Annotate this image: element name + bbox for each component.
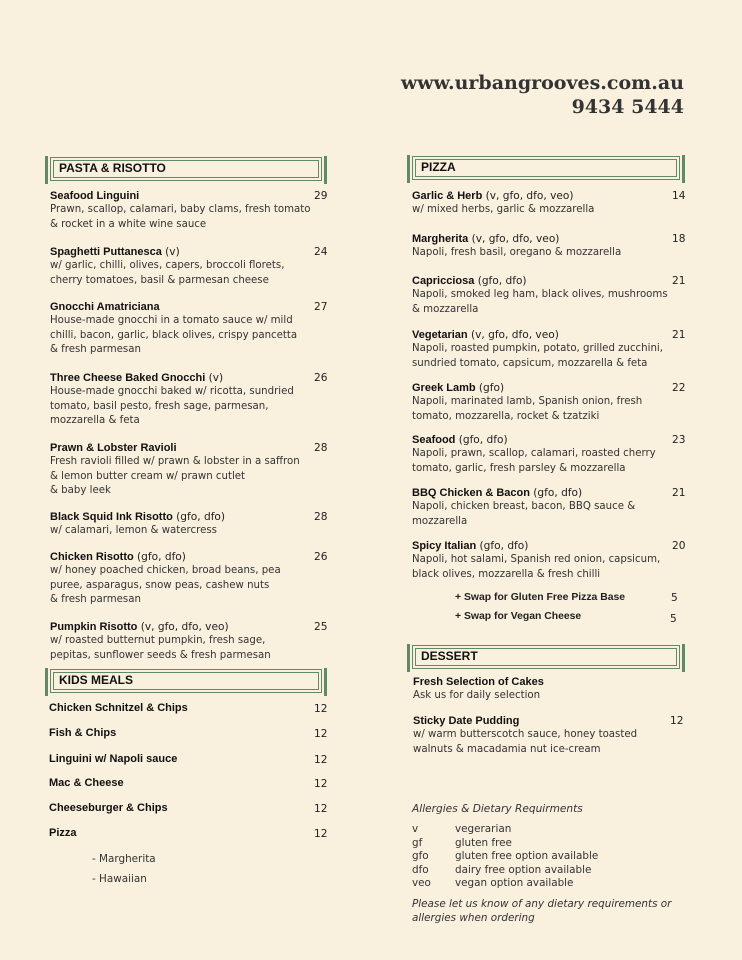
legend-value: vegan option available [455, 877, 574, 890]
item-dietary-tags: (v, gfo, dfo, veo) [485, 190, 574, 202]
swap-option: + Swap for Vegan Cheese [455, 611, 582, 622]
item-price: 26 [314, 551, 328, 563]
item-heading [412, 328, 674, 342]
item-description: Ask us for daily selection [413, 690, 541, 702]
item-description: chilli, bacon, garlic, black olives, crispy pancetta [50, 329, 298, 341]
item-description: & fresh parmesan [50, 344, 141, 356]
item-heading [50, 245, 312, 259]
item-heading [50, 510, 312, 524]
item-description: & rocket in a white wine sauce [50, 218, 207, 230]
item-price: 25 [314, 621, 328, 633]
kids-item-name: Linguini w/ Napoli sauce [49, 753, 178, 765]
kids-item-price: 12 [314, 703, 328, 715]
kids-item-price: 12 [314, 803, 328, 815]
item-description: & lemon butter cream w/ prawn cutlet [50, 470, 246, 482]
kids-item-price: 12 [314, 828, 328, 840]
item-description: & fresh parmesan [50, 594, 141, 606]
item-dietary-tags: (v, gfo, dfo, veo) [470, 329, 559, 341]
item-dietary-tags: (gfo, dfo) [479, 540, 529, 552]
item-heading [413, 675, 668, 689]
website: www.urbangrooves.com.au [400, 72, 684, 94]
item-name: Margherita [412, 233, 469, 245]
kids-item-name: Pizza [49, 827, 77, 839]
item-price: 28 [314, 442, 328, 454]
item-name: Spicy Italian [412, 540, 477, 552]
menu-item [50, 550, 312, 608]
item-dietary-tags: (v) [208, 372, 224, 384]
item-price: 21 [672, 487, 686, 499]
item-heading [412, 486, 674, 500]
item-description: House-made gnocchi baked w/ ricotta, sundried [50, 386, 294, 398]
item-description: w/ calamari, lemon & watercress [50, 525, 217, 537]
item-price: 18 [672, 233, 686, 245]
menu-item [412, 232, 674, 261]
item-name: BBQ Chicken & Bacon [412, 487, 530, 499]
menu-item [413, 714, 668, 757]
item-description: w/ mixed herbs, garlic & mozzarella [412, 204, 595, 216]
menu-item [412, 189, 674, 218]
item-description: tomato, basil pesto, fresh sage, parmesan, [50, 400, 269, 412]
pizza-option: - Margherita [92, 853, 156, 865]
section-header-kids [50, 669, 322, 693]
item-name: Seafood [412, 434, 456, 446]
item-description: mozzarella & feta [50, 415, 140, 427]
item-heading [412, 189, 674, 203]
item-price: 21 [672, 329, 686, 341]
kids-item-name: Cheeseburger & Chips [49, 802, 168, 814]
kids-item-price: 12 [314, 778, 328, 790]
section-title: KIDS MEALS [59, 673, 134, 687]
item-price: 23 [672, 434, 686, 446]
item-name: Black Squid Ink Risotto [50, 511, 173, 523]
menu-item [412, 328, 674, 371]
item-name: Fresh Selection of Cakes [413, 676, 544, 688]
item-description: Prawn, scallop, calamari, baby clams, fresh tomato [50, 204, 311, 216]
item-heading [50, 441, 312, 455]
item-price: 29 [314, 190, 328, 202]
item-dietary-tags: (gfo, dfo) [176, 511, 226, 523]
legend-value: gluten free [455, 836, 512, 849]
menu-item [50, 245, 312, 288]
item-price: 14 [672, 190, 686, 202]
item-price: 22 [672, 382, 686, 394]
kids-item-name: Chicken Schnitzel & Chips [49, 702, 188, 714]
menu-item [412, 433, 674, 476]
item-description: w/ warm butterscotch sauce, honey toasted [413, 729, 638, 741]
item-description: black olives, mozzarella & fresh chilli [412, 568, 601, 580]
item-heading [412, 539, 674, 553]
item-description: Napoli, hot salami, Spanish red onion, capsicum, [412, 554, 661, 566]
menu-item [413, 675, 668, 704]
swap-price: 5 [671, 592, 678, 604]
item-heading [50, 371, 312, 385]
item-description: Napoli, smoked leg ham, black olives, mushrooms [412, 289, 668, 301]
item-description: Napoli, roasted pumpkin, potato, grilled zucchini, [412, 343, 663, 355]
item-heading [412, 433, 674, 447]
item-description: Napoli, fresh basil, oregano & mozzarella [412, 247, 622, 259]
pizza-option: - Hawaiian [92, 873, 147, 885]
item-description: Napoli, marinated lamb, Spanish onion, fresh [412, 396, 643, 408]
item-dietary-tags: (gfo, dfo) [477, 275, 527, 287]
item-name: Greek Lamb [412, 382, 476, 394]
section-title: PASTA & RISOTTO [59, 161, 166, 175]
item-description: & mozzarella [412, 303, 479, 315]
item-name: Seafood Linguini [50, 190, 140, 202]
menu-item [50, 300, 312, 358]
item-name: Prawn & Lobster Ravioli [50, 442, 177, 454]
item-heading [50, 550, 312, 564]
item-description: w/ roasted butternut pumpkin, fresh sage, [50, 635, 266, 647]
item-price: 27 [314, 301, 328, 313]
menu-item [50, 189, 312, 232]
item-description: sundried tomato, capsicum, mozzarella & feta [412, 357, 648, 369]
kids-item-price: 12 [314, 754, 328, 766]
item-heading [412, 232, 674, 246]
menu-item [412, 381, 674, 424]
item-description: tomato, mozzarella, rocket & tzatziki [412, 410, 600, 422]
item-price: 26 [314, 372, 328, 384]
item-dietary-tags: (gfo) [478, 382, 505, 394]
item-name: Chicken Risotto [50, 551, 134, 563]
item-name: Three Cheese Baked Gnocchi [50, 372, 206, 384]
menu-item [50, 510, 312, 539]
swap-price: 5 [670, 613, 677, 625]
section-title: DESSERT [421, 649, 478, 663]
item-price: 20 [672, 540, 686, 552]
item-dietary-tags: (v) [165, 246, 180, 258]
allergy-note: Please let us know of any dietary requirements or allergies when ordering [412, 898, 672, 924]
menu-item [412, 539, 674, 582]
allergies-title: Allergies & Dietary Requirments [412, 803, 583, 815]
item-dietary-tags: (gfo, dfo) [533, 487, 583, 499]
item-dietary-tags: (v, gfo, dfo, veo) [140, 621, 229, 633]
item-description: cherry tomatoes, basil & parmesan cheese [50, 274, 269, 286]
kids-item-name: Fish & Chips [49, 727, 117, 739]
item-heading [413, 714, 668, 728]
item-description: pepitas, sunflower seeds & fresh parmesan [50, 649, 271, 661]
item-description: w/ garlic, chilli, olives, capers, broccoli florets, [50, 260, 285, 272]
item-description: Fresh ravioli filled w/ prawn & lobster in a saffron [50, 456, 300, 468]
item-description: House-made gnocchi in a tomato sauce w/ mild [50, 315, 293, 327]
item-name: Sticky Date Pudding [413, 715, 520, 727]
item-description: w/ honey poached chicken, broad beans, pea [50, 565, 281, 577]
legend-value: dairy free option available [455, 863, 592, 876]
menu-item [50, 620, 312, 663]
item-heading [50, 189, 312, 203]
item-name: Spaghetti Puttanesca [50, 246, 162, 258]
item-name: Vegetarian [412, 329, 468, 341]
item-dietary-tags: (v, gfo, dfo, veo) [471, 233, 560, 245]
item-price: 24 [314, 246, 328, 258]
menu-item [412, 274, 674, 317]
legend-key: dfo [412, 863, 429, 876]
legend-value: vegerarian [455, 823, 512, 835]
legend-key: veo [412, 877, 431, 890]
section-header-pizza [412, 156, 680, 180]
legend-key: gfo [412, 850, 429, 863]
item-heading [412, 274, 674, 288]
section-header-dessert [412, 645, 680, 669]
item-description: Napoli, chicken breast, bacon, BBQ sauce & [412, 501, 636, 513]
legend-key: gf [412, 836, 423, 849]
item-description: & baby leek [50, 485, 111, 497]
item-heading [412, 381, 674, 395]
item-description: tomato, garlic, fresh parsley & mozzarella [412, 462, 626, 474]
section-header-pasta [50, 157, 322, 181]
legend-key: v [412, 823, 419, 835]
item-name: Garlic & Herb [412, 190, 483, 202]
item-dietary-tags: (gfo, dfo) [137, 551, 186, 563]
swap-option: + Swap for Gluten Free Pizza Base [455, 592, 626, 603]
item-description: mozzarella [412, 515, 468, 527]
menu-item [412, 486, 674, 529]
legend-value: gluten free option available [455, 850, 599, 863]
kids-item-price: 12 [314, 728, 328, 740]
item-dietary-tags: (gfo, dfo) [458, 434, 508, 446]
item-name: Capricciosa [412, 275, 475, 287]
kids-item-name: Mac & Cheese [49, 777, 124, 789]
phone-number: 9434 5444 [571, 96, 684, 118]
item-price: 12 [670, 715, 684, 727]
item-price: 28 [314, 511, 328, 523]
item-heading [50, 300, 312, 314]
item-description: walnuts & macadamia nut ice-cream [413, 743, 601, 755]
item-name: Pumpkin Risotto [50, 621, 138, 633]
menu-item [50, 441, 312, 499]
section-title: PIZZA [421, 160, 456, 174]
item-price: 21 [672, 275, 686, 287]
item-name: Gnocchi Amatriciana [50, 301, 160, 313]
menu-item [50, 371, 312, 429]
item-description: puree, asparagus, snow peas, cashew nuts [50, 579, 270, 591]
item-heading [50, 620, 312, 634]
item-description: Napoli, prawn, scallop, calamari, roasted cherry [412, 448, 656, 460]
